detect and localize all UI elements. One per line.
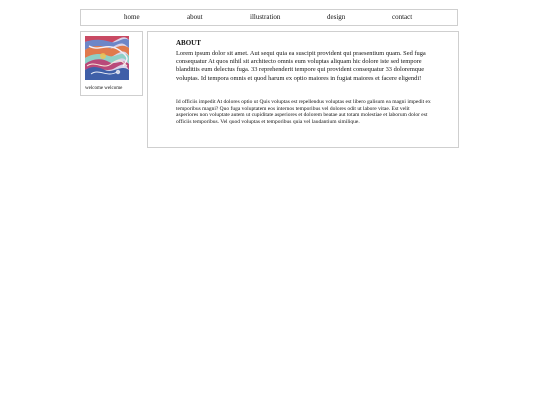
profile-sidebar <box>80 31 143 96</box>
top-navigation <box>80 9 458 26</box>
nav-link-about[interactable]: about <box>187 13 203 21</box>
nav-link-home[interactable]: home <box>124 13 140 21</box>
nav-link-illustration[interactable]: illustration <box>250 13 281 21</box>
section-heading: ABOUT <box>176 39 201 47</box>
marbled-artwork-thumbnail <box>85 36 129 80</box>
marbled-artwork-image <box>85 36 129 80</box>
nav-link-contact[interactable]: contact <box>392 13 413 21</box>
sidebar-caption: welcome welcome <box>85 86 123 91</box>
nav-link-design[interactable]: design <box>327 13 346 21</box>
about-panel <box>147 31 459 148</box>
about-paragraph-2: Id officiis impedit At dolores optio ut Quis voluptas est repellendus voluptas est libero galisum ea magni impedit ex temporibus magni? Quo fuga voluptatem eos internos temporibus vel dolores odit ut labore vitae. Est velit asperiores non voluptate autem ut cupiditate asperiores et dolorem beatae aut totam molestiae et laborum dolor est officiis temporibus. Vel quod voluptas et temporibus quia vel laudantium similique. <box>176 99 431 125</box>
about-paragraph-1: Lorem ipsum dolor sit amet. Aut sequi quia ea suscipit provident qui praesentium quam. Sed fuga consequatur At quos nihil sit architecto omnis eum voluptas aliquam hic dolore iste sed tempore blanditiis eum delectus fuga. 33 reprehenderit tempore qui provident consequatur 33 doloremque voluptas. Id tempora omnis et quod harum ex optio maiores in fugiat maiores et facere eligendi! <box>176 50 426 82</box>
